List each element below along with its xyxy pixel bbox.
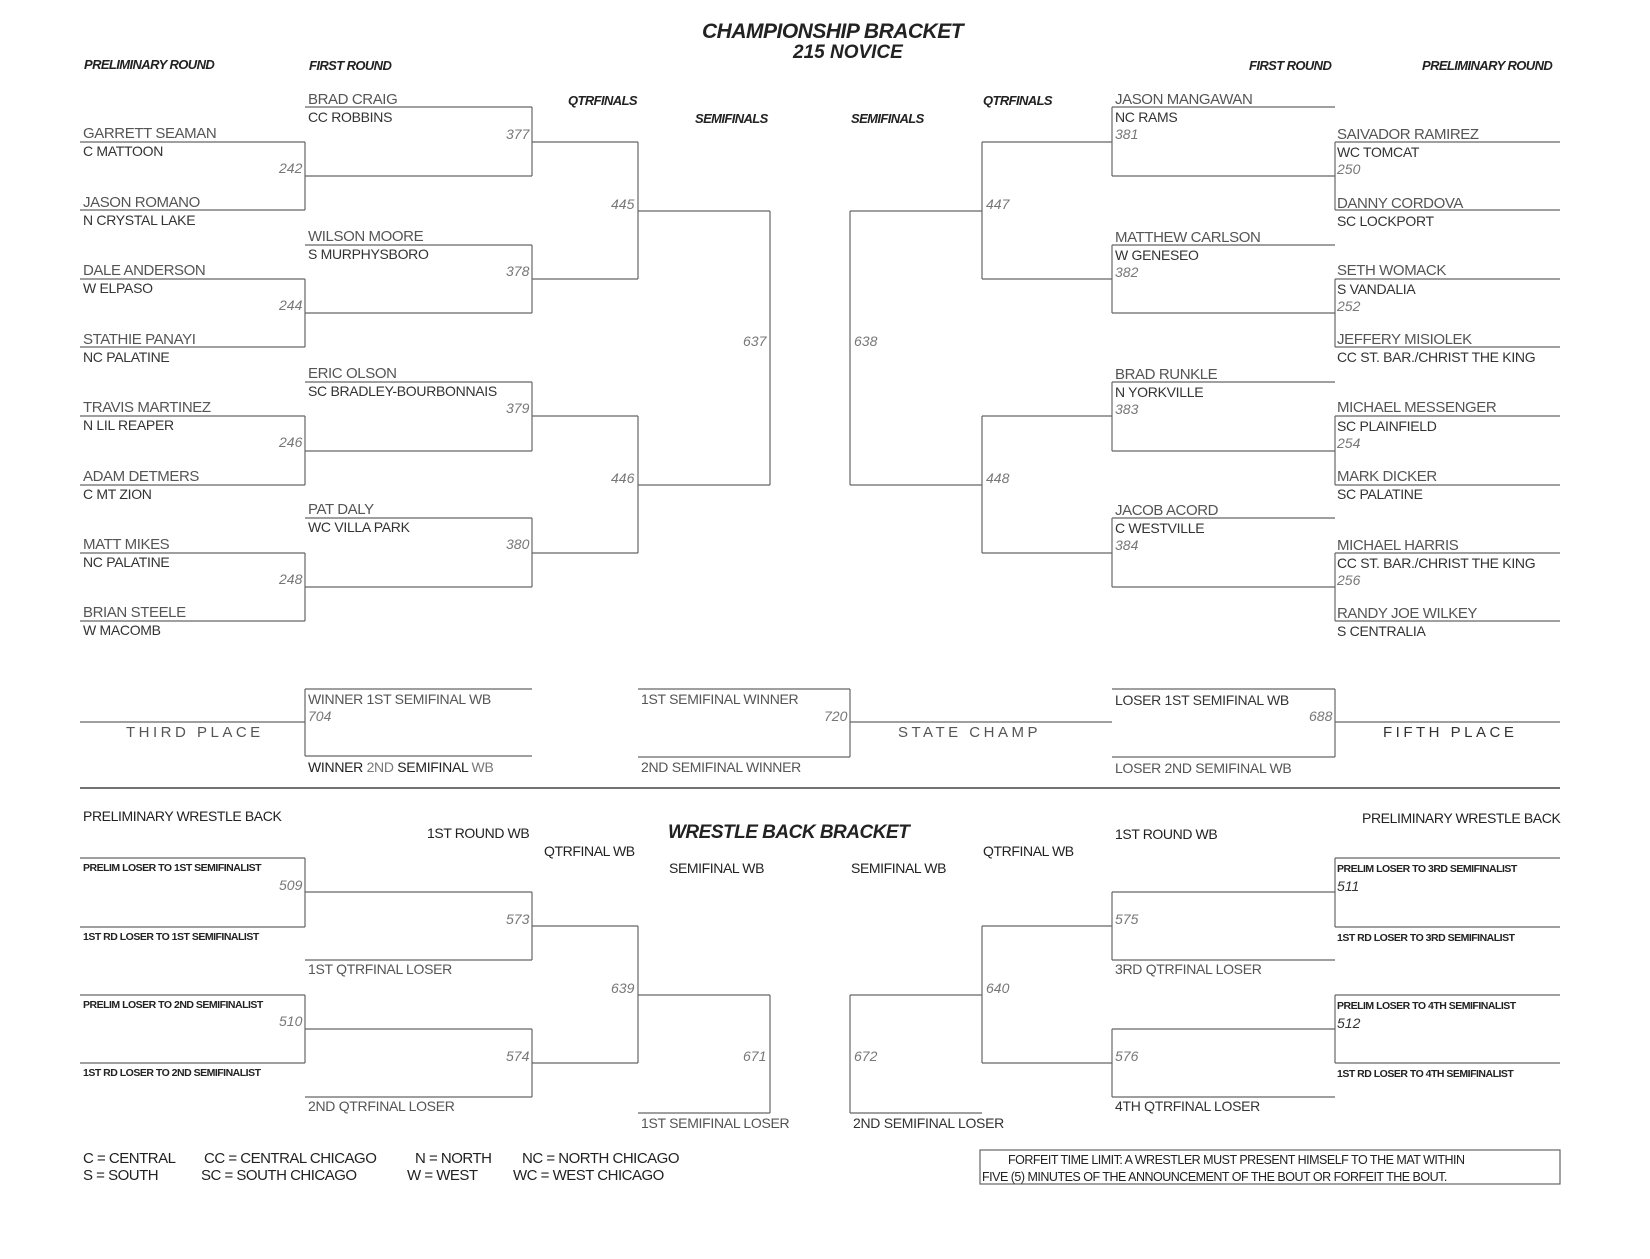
wrestler-team: WC TOMCAT [1337,144,1420,160]
wb-slot: 1ST RD LOSER TO 3RD SEMIFINALIST [1337,932,1515,944]
wrestler-team: N LIL REAPER [83,417,174,433]
wrestler-team: NC RAMS [1115,109,1178,125]
wb-slot: 3RD QTRFINAL LOSER [1115,961,1262,977]
header-wb-prelim-right: PRELIMINARY WRESTLE BACK [1362,810,1561,826]
bout-number: 574 [506,1048,530,1064]
wrestler-team: SC LOCKPORT [1337,213,1434,229]
bout-number: 244 [279,297,303,313]
wrestler-name: JACOB ACORD [1115,502,1219,519]
legend-item: N = NORTH [415,1150,492,1167]
wrestler-team: SC PLAINFIELD [1337,418,1437,434]
bout-number: 382 [1115,264,1139,280]
wrestler-name: STATHIE PANAYI [83,331,196,348]
bout-number: 446 [611,470,635,486]
wrestler-team: NC PALATINE [83,349,170,365]
wb-slot: 1ST QTRFINAL LOSER [308,961,452,977]
wrestler-name: MICHAEL MESSENGER [1337,399,1497,416]
wb-slot: PRELIM LOSER TO 2ND SEMIFINALIST [83,999,263,1011]
bout-number: 573 [506,911,530,927]
fifth-place-label: FIFTH PLACE [1383,724,1518,741]
wrestler-team: S VANDALIA [1337,281,1416,297]
forfeit-line-1: FORFEIT TIME LIMIT: A WRESTLER MUST PRESENT HIMSELF TO THE MAT WITHIN [1008,1153,1465,1167]
bout-number: 248 [279,571,303,587]
wrestle-back-title: WRESTLE BACK BRACKET [668,822,910,843]
placement-slot: LOSER 2ND SEMIFINAL WB [1115,760,1292,776]
wrestler-name: BRIAN STEELE [83,604,186,621]
state-champ-label: STATE CHAMP [898,724,1041,741]
bout-number: 246 [279,434,303,450]
placement-slot: 1ST SEMIFINAL WINNER [641,691,799,707]
bout-number: 445 [611,196,635,212]
legend-item: S = SOUTH [83,1167,159,1184]
bout-number: 256 [1337,572,1361,588]
header-wb-first-right: 1ST ROUND WB [1115,826,1218,842]
wrestler-name: PAT DALY [308,501,374,518]
wrestler-name: WILSON MOORE [308,228,424,245]
header-first-left: FIRST ROUND [309,58,392,73]
bout-number: 447 [986,196,1010,212]
wrestler-name: TRAVIS MARTINEZ [83,399,211,416]
bout-number: 640 [986,980,1010,996]
wb-slot: 4TH QTRFINAL LOSER [1115,1098,1260,1114]
page-title: CHAMPIONSHIP BRACKET [702,20,964,43]
third-place-label: THIRD PLACE [126,724,264,741]
bout-number: 637 [743,333,767,349]
bout-number: 671 [743,1048,767,1064]
header-qf-left: QTRFINALS [568,93,637,108]
header-wb-qf-left: QTRFINAL WB [544,843,635,859]
slot-part: WB [471,759,494,775]
header-semi-left: SEMIFINALS [695,111,768,126]
bout-number: 720 [824,708,848,724]
bout-number: 380 [506,536,530,552]
bout-number: 254 [1337,435,1361,451]
bout-number: 252 [1337,298,1361,314]
wrestler-team: SC PALATINE [1337,486,1423,502]
legend-item: CC = CENTRAL CHICAGO [204,1150,377,1167]
wrestler-name: MATTHEW CARLSON [1115,229,1261,246]
wrestler-name: RANDY JOE WILKEY [1337,605,1478,622]
bout-number: 511 [1337,878,1360,894]
wrestler-name: GARRETT SEAMAN [83,125,217,142]
wb-slot: 2ND QTRFINAL LOSER [308,1098,455,1114]
wb-slot: 1ST RD LOSER TO 1ST SEMIFINALIST [83,931,259,943]
forfeit-line-2: FIVE (5) MINUTES OF THE ANNOUNCEMENT OF THE BOUT OR FORFEIT THE BOUT. [982,1170,1447,1184]
header-prelim-left: PRELIMINARY ROUND [84,57,215,72]
header-first-right: FIRST ROUND [1249,58,1332,73]
bout-number: 379 [506,400,530,416]
bout-number: 250 [1337,161,1361,177]
wb-slot: 1ST SEMIFINAL LOSER [641,1115,790,1131]
placement-slot [308,760,494,774]
wrestler-name: SETH WOMACK [1337,262,1446,279]
wrestler-name: ERIC OLSON [308,365,397,382]
placement-slot: LOSER 1ST SEMIFINAL WB [1115,692,1289,708]
bout-number: 688 [1309,708,1333,724]
bout-number: 509 [279,877,303,893]
wrestler-name: SAIVADOR RAMIREZ [1337,126,1479,143]
bout-number: 704 [308,708,332,724]
header-prelim-right: PRELIMINARY ROUND [1422,58,1553,73]
wb-slot: 1ST RD LOSER TO 4TH SEMIFINALIST [1337,1068,1514,1080]
slot-part: WINNER [308,759,367,775]
wrestler-name: MARK DICKER [1337,468,1437,485]
placement-slot: 2ND SEMIFINAL WINNER [641,759,801,775]
wrestler-team: C WESTVILLE [1115,520,1205,536]
slot-part: SEMIFINAL [393,759,472,775]
header-wb-semi-left: SEMIFINAL WB [669,860,765,876]
wrestler-name: JASON ROMANO [83,194,200,211]
wb-slot: 1ST RD LOSER TO 2ND SEMIFINALIST [83,1067,261,1079]
bout-number: 576 [1115,1048,1139,1064]
wrestler-team: C MATTOON [83,143,164,159]
wrestler-name: JEFFERY MISIOLEK [1337,331,1472,348]
wrestler-team: CC ROBBINS [308,109,393,125]
wrestler-name: DALE ANDERSON [83,262,206,279]
wb-slot: PRELIM LOSER TO 4TH SEMIFINALIST [1337,1000,1516,1012]
bout-number: 377 [506,126,530,142]
wrestler-team: NC PALATINE [83,554,170,570]
page-subtitle: 215 NOVICE [793,42,903,63]
wrestler-team: C MT ZION [83,486,152,502]
wrestler-team: S CENTRALIA [1337,623,1426,639]
wb-slot: 2ND SEMIFINAL LOSER [853,1115,1004,1131]
bout-number: 672 [854,1048,878,1064]
legend-item: SC = SOUTH CHICAGO [201,1167,357,1184]
wrestler-name: JASON MANGAWAN [1115,91,1253,108]
wrestler-name: MATT MIKES [83,536,170,553]
wrestler-name: BRAD CRAIG [308,91,398,108]
wrestler-team: CC ST. BAR./CHRIST THE KING [1337,555,1536,571]
slot-part: 2ND [366,759,394,775]
legend-item: WC = WEST CHICAGO [513,1167,664,1184]
wrestler-team: CC ST. BAR./CHRIST THE KING [1337,349,1536,365]
legend-item: W = WEST [407,1167,478,1184]
wrestler-team: W MACOMB [83,622,161,638]
legend-item: NC = NORTH CHICAGO [522,1150,679,1167]
bout-number: 448 [986,470,1010,486]
bout-number: 383 [1115,401,1139,417]
placement-lines [80,689,1560,788]
bout-number: 384 [1115,537,1139,553]
wrestler-name: ADAM DETMERS [83,468,200,485]
header-wb-qf-right: QTRFINAL WB [983,843,1074,859]
wrestler-team: W GENESEO [1115,247,1199,263]
header-qf-right: QTRFINALS [983,93,1052,108]
wrestler-team: W ELPASO [83,280,153,296]
wrestler-name: DANNY CORDOVA [1337,195,1463,212]
bout-number: 242 [279,160,303,176]
bout-number: 378 [506,263,530,279]
bout-number: 512 [1337,1015,1361,1031]
header-semi-right: SEMIFINALS [851,111,924,126]
bout-number: 510 [279,1013,303,1029]
placement-slot: WINNER 1ST SEMIFINAL WB [308,691,491,707]
bout-number: 639 [611,980,635,996]
wrestler-team: N CRYSTAL LAKE [83,212,196,228]
wrestler-name: MICHAEL HARRIS [1337,537,1459,554]
wrestler-team: S MURPHYSBORO [308,246,429,262]
wrestler-team: WC VILLA PARK [308,519,410,535]
bout-number: 575 [1115,911,1139,927]
legend-item: C = CENTRAL [83,1150,176,1167]
bout-number: 381 [1115,126,1139,142]
header-wb-semi-right: SEMIFINAL WB [851,860,947,876]
bout-number: 638 [854,333,878,349]
header-wb-prelim-left: PRELIMINARY WRESTLE BACK [83,808,282,824]
wb-slot: PRELIM LOSER TO 3RD SEMIFINALIST [1337,863,1517,875]
wrestler-team: N YORKVILLE [1115,384,1204,400]
wrestler-name: BRAD RUNKLE [1115,366,1218,383]
wb-slot: PRELIM LOSER TO 1ST SEMIFINALIST [83,862,262,874]
header-wb-first-left: 1ST ROUND WB [427,825,530,841]
wrestler-team: SC BRADLEY-BOURBONNAIS [308,383,497,399]
